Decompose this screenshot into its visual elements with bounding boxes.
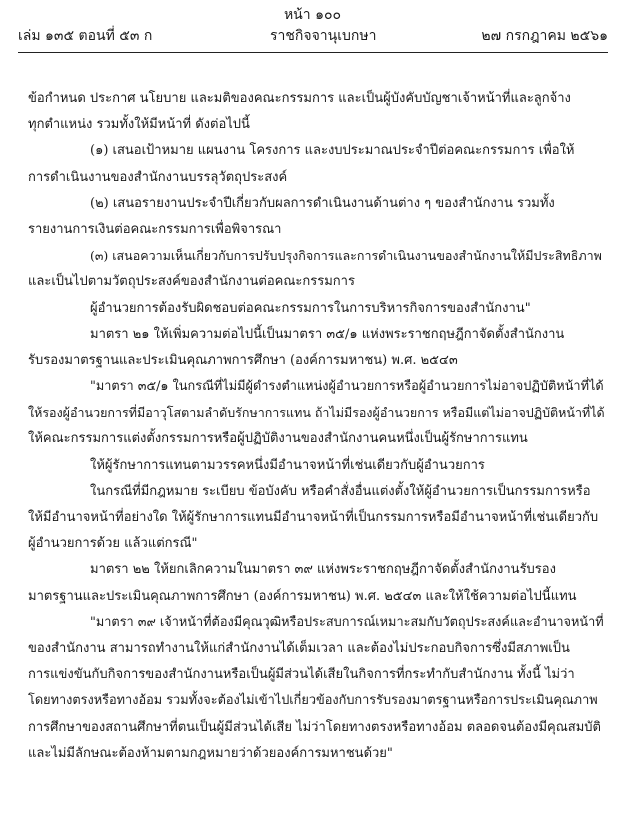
- text-line: มาตรฐานและประเมินคุณภาพการศึกษา (องค์การมหาชน) พ.ศ. ๒๕๔๓ และให้ใช้ความต่อไปนี้แทน: [28, 588, 577, 604]
- text-line: ผู้อำนวยการต้องรับผิดชอบต่อคณะกรรมการในการบริหารกิจการของสำนักงาน": [90, 300, 531, 316]
- text-line: มาตรา ๒๑ ให้เพิ่มความต่อไปนี้เป็นมาตรา ๓๕/๑ แห่งพระราชกฤษฎีกาจัดตั้งสำนักงาน: [90, 326, 565, 342]
- page-number: หน้า ๑๐๐: [283, 7, 342, 23]
- text-line: มาตรา ๒๒ ให้ยกเลิกความในมาตรา ๓๙ แห่งพระราชกฤษฎีกาจัดตั้งสำนักงานรับรอง: [90, 562, 556, 578]
- text-line: และไม่มีลักษณะต้องห้ามตามกฎหมายว่าด้วยองค์การมหาชนด้วย": [28, 745, 393, 761]
- text-line: รายงานการเงินต่อคณะกรรมการเพื่อพิจารณา: [28, 221, 282, 237]
- text-line: "มาตรา ๓๕/๑ ในกรณีที่ไม่มีผู้ดำรงตำแหน่งผู้อำนวยการหรือผู้อำนวยการไม่อาจปฏิบัติหน้าที่ได้: [90, 379, 604, 395]
- text-line: การแข่งขันกับกิจการของสำนักงานหรือเป็นผู้มีส่วนได้เสียในกิจการที่กระทำกับสำนักงาน ทั้งนี้ ไม่ว่า: [28, 667, 575, 683]
- text-line: และเป็นไปตามวัตถุประสงค์ของสำนักงานต่อคณะกรรมการ: [28, 274, 355, 290]
- text-line: (๓) เสนอความเห็นเกี่ยวกับการปรับปรุงกิจการและการดำเนินงานของสำนักงานให้มีประสิทธิภาพ: [90, 248, 602, 264]
- text-line: (๑) เสนอเป้าหมาย แผนงาน โครงการ และงบประมาณประจำปีต่อคณะกรรมการ เพื่อให้: [90, 143, 575, 159]
- text-line: ให้ผู้รักษาการแทนตามวรรคหนึ่งมีอำนาจหน้าที่เช่นเดียวกับผู้อำนวยการ: [90, 457, 485, 473]
- text-line: (๒) เสนอรายงานประจำปีเกี่ยวกับผลการดำเนินงานด้านต่าง ๆ ของสำนักงาน รวมทั้ง: [90, 195, 555, 211]
- document-body: [28, 86, 608, 767]
- publication-date: ๒๗ กรกฎาคม ๒๕๖๑: [481, 28, 608, 44]
- page-header: [18, 26, 608, 46]
- text-line: ผู้อำนวยการด้วย แล้วแต่กรณี": [28, 536, 198, 552]
- text-line: รับรองมาตรฐานและประเมินคุณภาพการศึกษา (องค์การมหาชน) พ.ศ. ๒๕๔๓: [28, 352, 458, 368]
- text-line: โดยทางตรงหรือทางอ้อม รวมทั้งจะต้องไม่เข้าไปเกี่ยวข้องกับการรับรองมาตรฐานหรือการประเมินคุณภาพ: [28, 693, 598, 709]
- gazette-title: ราชกิจจานุเบกษา: [270, 28, 377, 44]
- text-line: ให้รองผู้อำนวยการที่มีอาวุโสตามลำดับรักษาการแทน ถ้าไม่มีรองผู้อำนวยการ หรือมีแต่ไม่อาจปฏิบัติหน้าที่ได้: [28, 405, 605, 421]
- text-line: ของสำนักงาน สามารถทำงานให้แก่สำนักงานได้เต็มเวลา และต้องไม่ประกอบกิจการซึ่งมีสภาพเป็น: [28, 640, 570, 656]
- volume-issue: เล่ม ๑๓๕ ตอนที่ ๕๓ ก: [18, 28, 153, 44]
- text-line: การศึกษาของสถานศึกษาที่ตนเป็นผู้มีส่วนได้เสีย ไม่ว่าโดยทางตรงหรือทางอ้อม ตลอดจนต้องมีคุณสมบัติ: [28, 719, 601, 735]
- text-line: ทุกตำแหน่ง รวมทั้งให้มีหน้าที่ ดังต่อไปนี้: [28, 117, 250, 133]
- header-divider: [18, 52, 608, 53]
- text-line: ในกรณีที่มีกฎหมาย ระเบียบ ข้อบังคับ หรือคำสั่งอื่นแต่งตั้งให้ผู้อำนวยการเป็นกรรมการหรือ: [90, 483, 591, 499]
- text-line: ให้มีอำนาจหน้าที่อย่างใด ให้ผู้รักษาการแทนมีอำนาจหน้าที่เป็นกรรมการหรือมีอำนาจหน้าที่เช่นเดียวกับ: [28, 510, 599, 525]
- text-line: ให้คณะกรรมการแต่งตั้งกรรมการหรือผู้ปฏิบัติงานของสำนักงานคนหนึ่งเป็นผู้รักษาการแทน: [28, 431, 528, 447]
- text-line: ข้อกำหนด ประกาศ นโยบาย และมติของคณะกรรมการ และเป็นผู้บังคับบัญชาเจ้าหน้าที่และลูกจ้าง: [28, 91, 571, 106]
- text-line: การดำเนินงานของสำนักงานบรรลุวัตถุประสงค์: [28, 169, 288, 185]
- text-line: "มาตรา ๓๙ เจ้าหน้าที่ต้องมีคุณวุฒิหรือประสบการณ์เหมาะสมกับวัตถุประสงค์และอำนาจหน้าที่: [90, 614, 604, 630]
